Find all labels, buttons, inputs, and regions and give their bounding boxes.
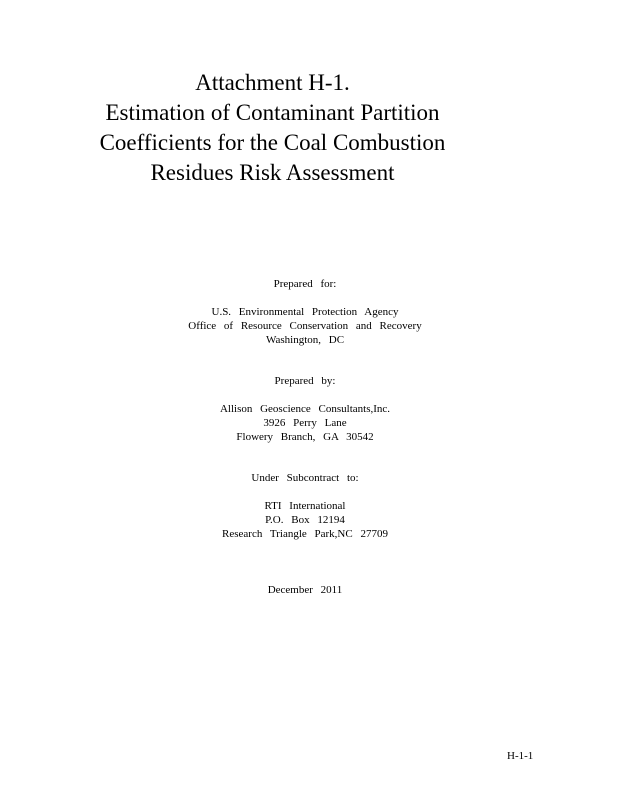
subcontract-line-1: RTI International [264, 500, 346, 512]
prepared-by-line-2: 3926 Perry Lane [263, 417, 347, 429]
title-line-3: Coefficients for the Coal Combustion [99, 130, 446, 155]
page-number: H-1-1 [507, 750, 534, 762]
subcontract-address [150, 499, 460, 541]
prepared-for-label-text: Prepared for: [273, 278, 337, 290]
title-line-1: Attachment H-1. [195, 70, 350, 95]
date-text: December 2011 [267, 584, 343, 596]
subcontract-line-2: P.O. Box 12194 [265, 514, 345, 526]
prepared-for-label [150, 277, 460, 291]
document-title [60, 68, 485, 188]
subcontract-line-3: Research Triangle Park,NC 27709 [222, 528, 388, 540]
prepared-by-label-text: Prepared by: [274, 375, 336, 387]
prepared-by-label [150, 374, 460, 388]
subcontract-label-text: Under Subcontract to: [251, 472, 359, 484]
prepared-for-line-1: U.S. Environmental Protection Agency [211, 306, 399, 318]
title-line-2: Estimation of Contaminant Partition [105, 100, 440, 125]
subcontract-label [150, 471, 460, 485]
prepared-by-address [150, 402, 460, 444]
title-line-4: Residues Risk Assessment [150, 160, 395, 185]
prepared-for-address [150, 305, 460, 347]
document-date [150, 583, 460, 597]
prepared-for-line-3: Washington, DC [265, 334, 345, 346]
prepared-for-line-2: Office of Resource Conservation and Recovery [188, 320, 422, 332]
prepared-by-line-1: Allison Geoscience Consultants,Inc. [219, 403, 391, 415]
prepared-by-line-3: Flowery Branch, GA 30542 [236, 431, 374, 443]
